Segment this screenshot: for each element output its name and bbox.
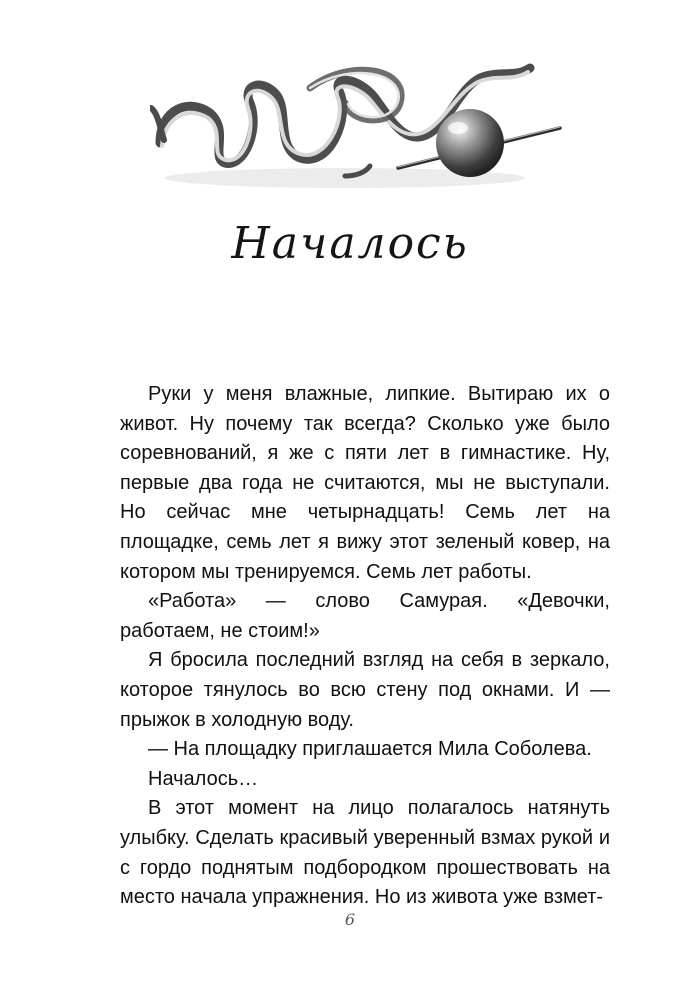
paragraph: «Работа» — слово Самурая. «Девочки, работаем, не стоим!» xyxy=(120,590,610,642)
paragraph: Я бросила последний взгляд на себя в зеркало, которое тянулось во всю стену под окнами. И — прыжок в холодную воду. xyxy=(120,649,610,731)
page-number: 6 xyxy=(344,910,356,929)
chapter-title: Началось xyxy=(231,218,469,269)
body-text xyxy=(120,380,610,913)
paragraph: В этот момент на лицо полагалось натянуть улыбку. Сделать красивый уверенный взмах рукой и с гордо поднятым подбородком прошествовать на место начала упражнения. Но из живота уже взмет- xyxy=(120,797,610,909)
paragraph: — На площадку приглашается Мила Соболева. xyxy=(148,738,592,761)
paragraph: Началось… xyxy=(148,767,259,790)
ribbon-ball-clubs-illustration xyxy=(150,48,570,198)
paragraph: Руки у меня влажные, липкие. Вытираю их о живот. Ну почему так всегда? Сколько уже было соревнований, я же с пяти лет в гимнастике. Ну, первые два года не считаются, мы не выступали. Но сейчас мне четырнадцать! Семь лет на площадке, семь лет я вижу этот зеленый ковер, на котором мы тренируемся. Семь лет работы. xyxy=(120,383,610,583)
